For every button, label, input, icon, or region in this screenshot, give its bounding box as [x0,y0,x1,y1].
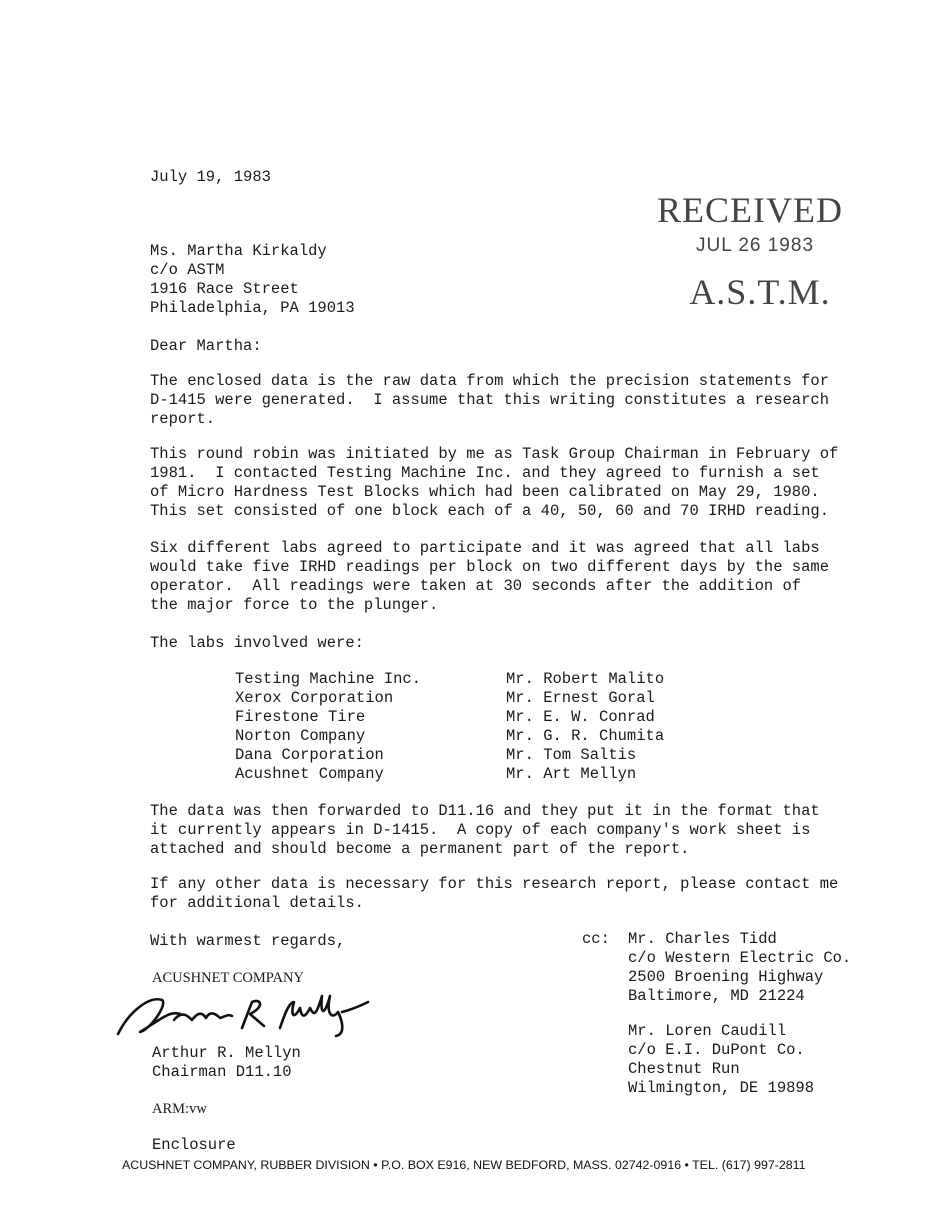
enclosure: Enclosure [152,1136,236,1154]
text-line: The enclosed data is the raw data from which the precision statements for [150,372,830,390]
lab-company: Dana Corporation [235,746,384,764]
text-line: attached and should become a permanent part of the report. [150,840,690,858]
cc-line: c/o E.I. DuPont Co. [628,1041,805,1059]
text-line: Six different labs agreed to participate and it was agreed that all labs [150,539,820,557]
address-line: Ms. Martha Kirkaldy [150,242,327,260]
text-line: If any other data is necessary for this research report, please contact me [150,875,839,893]
recipient-address [150,242,355,318]
lab-contact: Mr. Tom Saltis [506,746,637,764]
handwritten-signature-icon [110,990,370,1040]
address-line: 1916 Race Street [150,280,299,298]
cc-line: Mr. Charles Tidd [628,930,777,948]
company-name: ACUSHNET COMPANY [152,970,304,986]
lab-company: Xerox Corporation [235,689,394,707]
paragraph-1 [150,372,829,429]
lab-company: Acushnet Company [235,765,384,783]
signature [110,990,370,1040]
cc-recipient-1 [628,930,851,1006]
text-line: This set consisted of one block each of a 40, 50, 60 and 70 IRHD reading. [150,502,830,520]
labs-contacts [506,670,664,784]
paragraph-5 [150,875,838,913]
initials: ARM:vw [152,1101,207,1117]
lab-company: Testing Machine Inc. [235,670,422,688]
text-line: of Micro Hardness Test Blocks which had been calibrated on May 29, 1980. [150,483,820,501]
address-line: Philadelphia, PA 19013 [150,299,355,317]
lab-contact: Mr. Art Mellyn [506,765,637,783]
paragraph-4 [150,802,820,859]
cc-recipient-2 [628,1022,814,1098]
lab-company: Firestone Tire [235,708,366,726]
received-stamp-date: JUL 26 1983 [695,235,815,256]
cc-line: Wilmington, DE 19898 [628,1079,815,1097]
letter-date: July 19, 1983 [150,168,271,186]
signer-block [152,1044,301,1082]
lab-contact: Mr. Robert Malito [506,670,665,688]
lab-contact: Mr. E. W. Conrad [506,708,655,726]
text-line: for additional details. [150,894,364,912]
lab-company: Norton Company [235,727,366,745]
text-line: This round robin was initiated by me as Task Group Chairman in February of [150,445,839,463]
cc-line: Mr. Loren Caudill [628,1022,787,1040]
text-line: it currently appears in D-1415. A copy of each company's work sheet is [150,821,811,839]
text-line: operator. All readings were taken at 30 seconds after the addition of [150,577,802,595]
cc-line: Chestnut Run [628,1060,740,1078]
cc-line: Baltimore, MD 21224 [628,987,805,1005]
salutation: Dear Martha: [150,337,262,355]
text-line: 1981. I contacted Testing Machine Inc. and they agreed to furnish a set [150,464,820,482]
letterhead-footer: ACUSHNET COMPANY, RUBBER DIVISION • P.O. BOX E916, NEW BEDFORD, MASS. 02742-0916 • TEL. (617) 997-2811 [122,1158,806,1172]
received-stamp-org: A.S.T.M. [689,272,831,312]
cc-line: 2500 Broening Highway [628,968,824,986]
cc-line: c/o Western Electric Co. [628,949,852,967]
signer-name: Arthur R. Mellyn [152,1044,301,1062]
labs-intro: The labs involved were: [150,634,364,652]
cc-label: cc: [582,930,610,948]
closing: With warmest regards, [150,932,346,950]
text-line: report. [150,410,216,428]
text-line: The data was then forwarded to D11.16 and they put it in the format that [150,802,820,820]
lab-contact: Mr. Ernest Goral [506,689,655,707]
received-stamp-title: RECEIVED [657,190,843,230]
paragraph-3 [150,539,829,615]
paragraph-2 [150,445,838,521]
address-line: c/o ASTM [150,261,225,279]
labs-companies [235,670,421,784]
text-line: the major force to the plunger. [150,596,439,614]
signer-title: Chairman D11.10 [152,1063,292,1081]
text-line: D-1415 were generated. I assume that this writing constitutes a research [150,391,830,409]
lab-contact: Mr. G. R. Chumita [506,727,665,745]
text-line: would take five IRHD readings per block on two different days by the same [150,558,830,576]
